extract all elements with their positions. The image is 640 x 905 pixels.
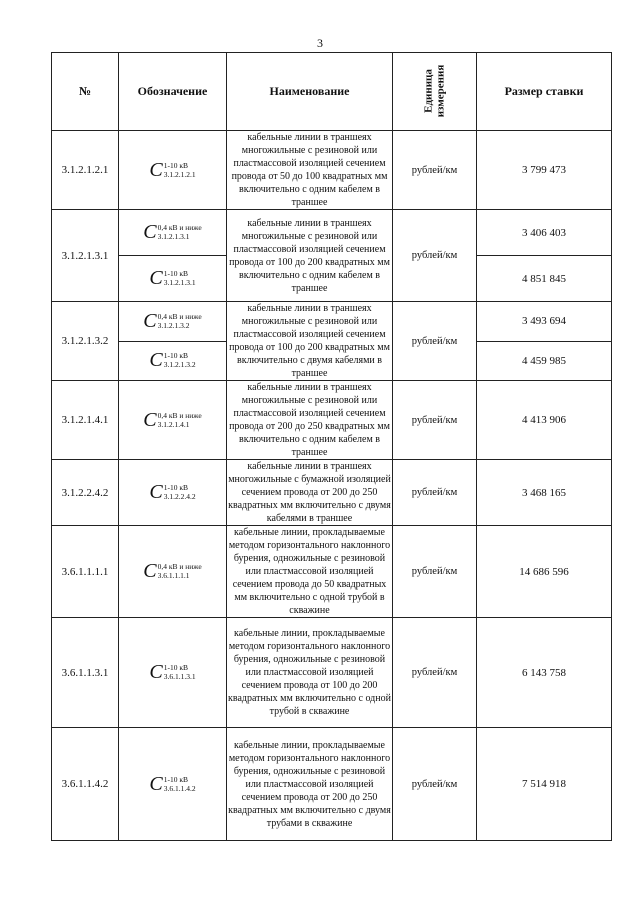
header-rate: Размер ставки (477, 53, 612, 131)
designation-letter: C (149, 772, 163, 795)
row-name: кабельные линии в траншеях многожильные с резиновой или пластмассовой изоляцией сечением провода от 50 до 100 квадратных мм включительно с одним кабелем в траншее (227, 131, 393, 210)
designation-cell (119, 381, 227, 460)
designation-indices (164, 663, 196, 681)
designation-symbol (143, 410, 201, 430)
row-unit: рублей/км (393, 460, 477, 526)
designation-code: 3.6.1.1.4.2 (163, 783, 196, 793)
table-row (52, 302, 612, 342)
designation-letter: C (149, 481, 163, 503)
designation-indices (158, 411, 202, 429)
row-rate: 7 514 918 (477, 728, 612, 841)
designation-voltage: 0,4 кВ и ниже (157, 562, 202, 571)
designation-indices (164, 269, 196, 287)
designation-letter: C (149, 349, 163, 372)
designation-symbol (149, 482, 195, 502)
header-unit (393, 53, 477, 131)
designation-letter: C (149, 267, 163, 289)
row-number: 3.6.1.1.4.2 (52, 728, 119, 841)
rates-table (51, 52, 612, 841)
designation-letter: C (149, 661, 163, 683)
designation-indices (158, 312, 202, 330)
row-rate: 14 686 596 (477, 526, 612, 618)
row-name: кабельные линии в траншеях многожильные с резиновой или пластмассовой изоляцией сечением провода от 100 до 200 квадратных мм включительно с одним кабелем в траншее (227, 210, 393, 302)
row-name: кабельные линии в траншеях многожильные с бумажной изоляцией сечением провода от 200 до 250 квадратных мм включительно с двумя кабелями в траншее (228, 461, 391, 524)
row-rate: 4 851 845 (477, 256, 612, 302)
designation-code: 3.1.2.1.2.1 (163, 169, 196, 179)
designation-indices (158, 223, 202, 241)
header-num: № (52, 53, 119, 131)
row-number: 3.1.2.1.3.1 (52, 210, 119, 302)
header-row (52, 53, 612, 131)
designation-cell (119, 526, 227, 618)
table-row (52, 131, 612, 210)
row-rate: 3 468 165 (477, 460, 612, 526)
designation-cell (119, 256, 227, 302)
row-unit: рублей/км (393, 728, 477, 841)
designation-symbol (143, 311, 201, 331)
designation-letter: C (149, 158, 163, 181)
row-number: 3.1.2.1.4.1 (52, 381, 119, 460)
designation-cell (119, 302, 227, 342)
table-row (52, 460, 612, 526)
row-name: кабельные линии, прокладываемые методом горизонтального наклонного бурения, одножильные с резиновой или пластмассовой изоляцией сечением провода до 50 квадратных мм включительно с одной трубой в скважине (227, 526, 393, 618)
row-rate: 3 799 473 (477, 131, 612, 210)
row-number: 3.6.1.1.3.1 (52, 618, 119, 728)
designation-voltage: 0,4 кВ и ниже (157, 410, 202, 420)
designation-letter: C (143, 560, 157, 582)
designation-indices (164, 483, 196, 501)
row-rate: 4 413 906 (477, 381, 612, 460)
page-number: 3 (317, 36, 323, 50)
row-number: 3.6.1.1.1.1 (52, 526, 119, 618)
designation-code: 3.1.2.1.3.2 (157, 320, 190, 330)
designation-symbol (149, 662, 195, 682)
designation-symbol (143, 222, 201, 242)
row-rate: 6 143 758 (477, 618, 612, 728)
designation-indices (158, 562, 202, 580)
designation-symbol (143, 561, 201, 581)
row-number: 3.1.2.1.2.1 (52, 131, 119, 210)
header-unit-line1: Единица (422, 69, 435, 113)
designation-cell (119, 618, 227, 728)
row-unit: рублей/км (393, 381, 477, 460)
designation-letter: C (143, 408, 157, 431)
designation-voltage: 1-10 кВ (163, 160, 189, 170)
row-rate: 4 459 985 (477, 341, 612, 381)
designation-cell (119, 210, 227, 256)
header-name: Наименование (227, 53, 393, 131)
row-unit: рублей/км (393, 131, 477, 210)
designation-symbol (149, 160, 195, 180)
designation-code: 3.1.2.2.4.2 (163, 492, 196, 501)
row-rate: 3 406 403 (477, 210, 612, 256)
designation-voltage: 1-10 кВ (163, 351, 189, 361)
designation-code: 3.6.1.1.3.1 (163, 672, 196, 681)
designation-voltage: 1-10 кВ (163, 269, 189, 278)
designation-symbol (149, 350, 195, 370)
header-designation: Обозначение (119, 53, 227, 131)
table-row (52, 618, 612, 728)
designation-symbol (149, 268, 195, 288)
header-unit-line2: измерения (434, 64, 447, 118)
designation-voltage: 0,4 кВ и ниже (157, 223, 202, 232)
table-row (52, 381, 612, 460)
designation-letter: C (143, 309, 157, 332)
designation-cell (119, 131, 227, 210)
designation-code: 3.1.2.1.3.1 (163, 278, 196, 287)
designation-letter: C (143, 221, 157, 243)
row-name: кабельные линии, прокладываемые методом горизонтального наклонного бурения, одножильные с резиновой или пластмассовой изоляцией сечением провода от 100 до 200 квадратных мм включительно с одной трубой в скважине (227, 618, 393, 728)
designation-voltage: 1-10 кВ (163, 774, 189, 784)
designation-cell (119, 460, 227, 526)
designation-cell (119, 341, 227, 381)
designation-cell (119, 728, 227, 841)
table-row (52, 526, 612, 618)
table-row (52, 728, 612, 841)
designation-indices (164, 161, 196, 179)
designation-code: 3.1.2.1.4.1 (157, 419, 190, 429)
row-number: 3.1.2.1.3.2 (52, 302, 119, 381)
designation-code: 3.1.2.1.3.2 (163, 360, 196, 370)
designation-code: 3.6.1.1.1.1 (157, 571, 190, 580)
row-name: кабельные линии в траншеях многожильные с резиновой или пластмассовой изоляцией сечением провода от 100 до 200 квадратных мм включительно с двумя кабелями в траншее (227, 302, 393, 381)
designation-indices (164, 351, 196, 369)
designation-code: 3.1.2.1.3.1 (157, 232, 190, 241)
row-unit: рублей/км (393, 618, 477, 728)
table-body (52, 131, 612, 841)
table-row (52, 210, 612, 256)
row-number: 3.1.2.2.4.2 (52, 460, 119, 526)
designation-voltage: 1-10 кВ (163, 483, 189, 492)
row-rate: 3 493 694 (477, 302, 612, 342)
row-unit: рублей/км (393, 210, 477, 302)
designation-voltage: 1-10 кВ (163, 663, 189, 672)
designation-indices (164, 775, 196, 793)
header-unit-rotated (422, 65, 446, 118)
row-unit: рублей/км (393, 526, 477, 618)
designation-symbol (149, 774, 195, 794)
designation-voltage: 0,4 кВ и ниже (157, 311, 202, 321)
row-unit: рублей/км (393, 302, 477, 381)
row-name: кабельные линии, прокладываемые методом горизонтального наклонного бурения, одножильные с резиновой или пластмассовой изоляцией сечением провода от 200 до 250 квадратных мм включительно с двумя трубами в скважине (227, 728, 393, 841)
row-name: кабельные линии в траншеях многожильные с резиновой или пластмассовой изоляцией сечением провода от 200 до 250 квадратных мм включительно с одним кабелем в траншее (227, 381, 393, 460)
